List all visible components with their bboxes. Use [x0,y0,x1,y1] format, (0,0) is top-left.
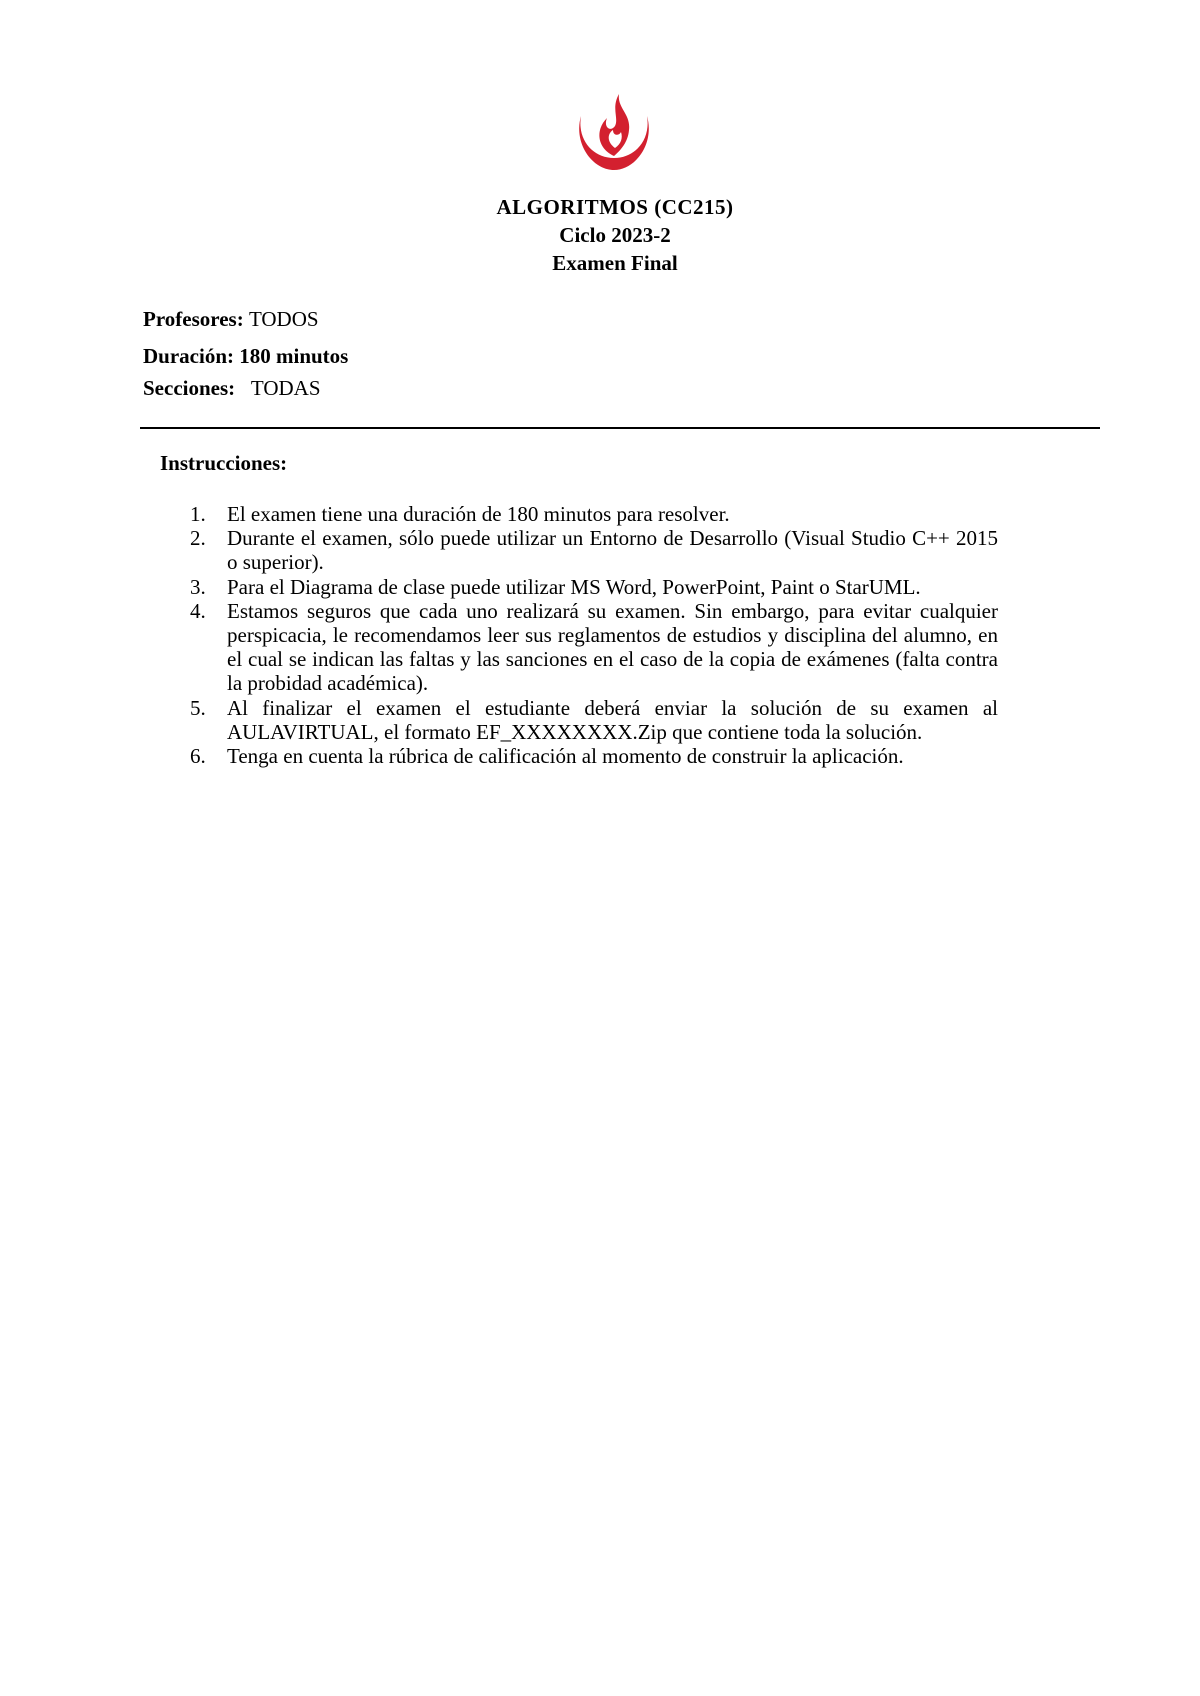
list-item-number: 5. [190,695,206,720]
list-item-text: El examen tiene una duración de 180 minutos para resolver. [227,502,730,526]
duracion-value: 180 minutos [239,344,349,368]
duracion-label: Duración: [143,344,240,368]
list-item-number: 4. [190,598,206,623]
list-item [190,599,998,696]
list-item [190,575,998,599]
course-title: ALGORITMOS (CC215) [496,195,734,219]
list-item-text: Tenga en cuenta la rúbrica de calificación al momento de construir la aplicación. [227,744,904,769]
list-item [190,696,998,744]
secciones-line [143,374,321,402]
secciones-label: Secciones: [143,376,251,400]
list-item-number: 6. [190,744,206,769]
exam-title-block [0,193,1200,277]
profesores-line [143,305,319,333]
profesores-label: Profesores: [143,307,249,331]
list-item-text: Estamos seguros que cada uno realizará su examen. Sin embargo, para evitar cualquier perspicacia, le recomendamos leer sus reglamentos de estudios y disciplina del alumno, en el cual se indican las faltas y las sanciones en el caso de la copia de exámenes (falta contra la probidad académica). [227,598,998,696]
upc-flame-logo-icon [571,86,657,172]
instructions-list [190,502,998,768]
list-item [190,526,998,574]
instructions-heading: Instrucciones: [160,451,288,475]
secciones-value: TODAS [250,376,321,400]
list-item-number: 1. [190,502,206,526]
cycle-title: Ciclo 2023-2 [559,223,671,247]
list-item-number: 2. [190,526,206,551]
duracion-line [143,342,348,370]
profesores-value: TODOS [248,307,319,331]
header-divider [140,427,1100,429]
exam-type-title: Examen Final [552,251,678,275]
list-item-text: Al finalizar el examen el estudiante deberá enviar la solución de su examen al AULAVIRTUAL, el formato EF_XXXXXXXX.Zip que contiene toda la solución. [227,695,998,744]
list-item-text: Para el Diagrama de clase puede utilizar MS Word, PowerPoint, Paint o StarUML. [227,574,921,599]
list-item-text: Durante el examen, sólo puede utilizar un Entorno de Desarrollo (Visual Studio C++ 2015 o superior). [227,526,998,575]
list-item-number: 3. [190,574,206,599]
list-item [190,502,998,526]
list-item [190,744,998,768]
